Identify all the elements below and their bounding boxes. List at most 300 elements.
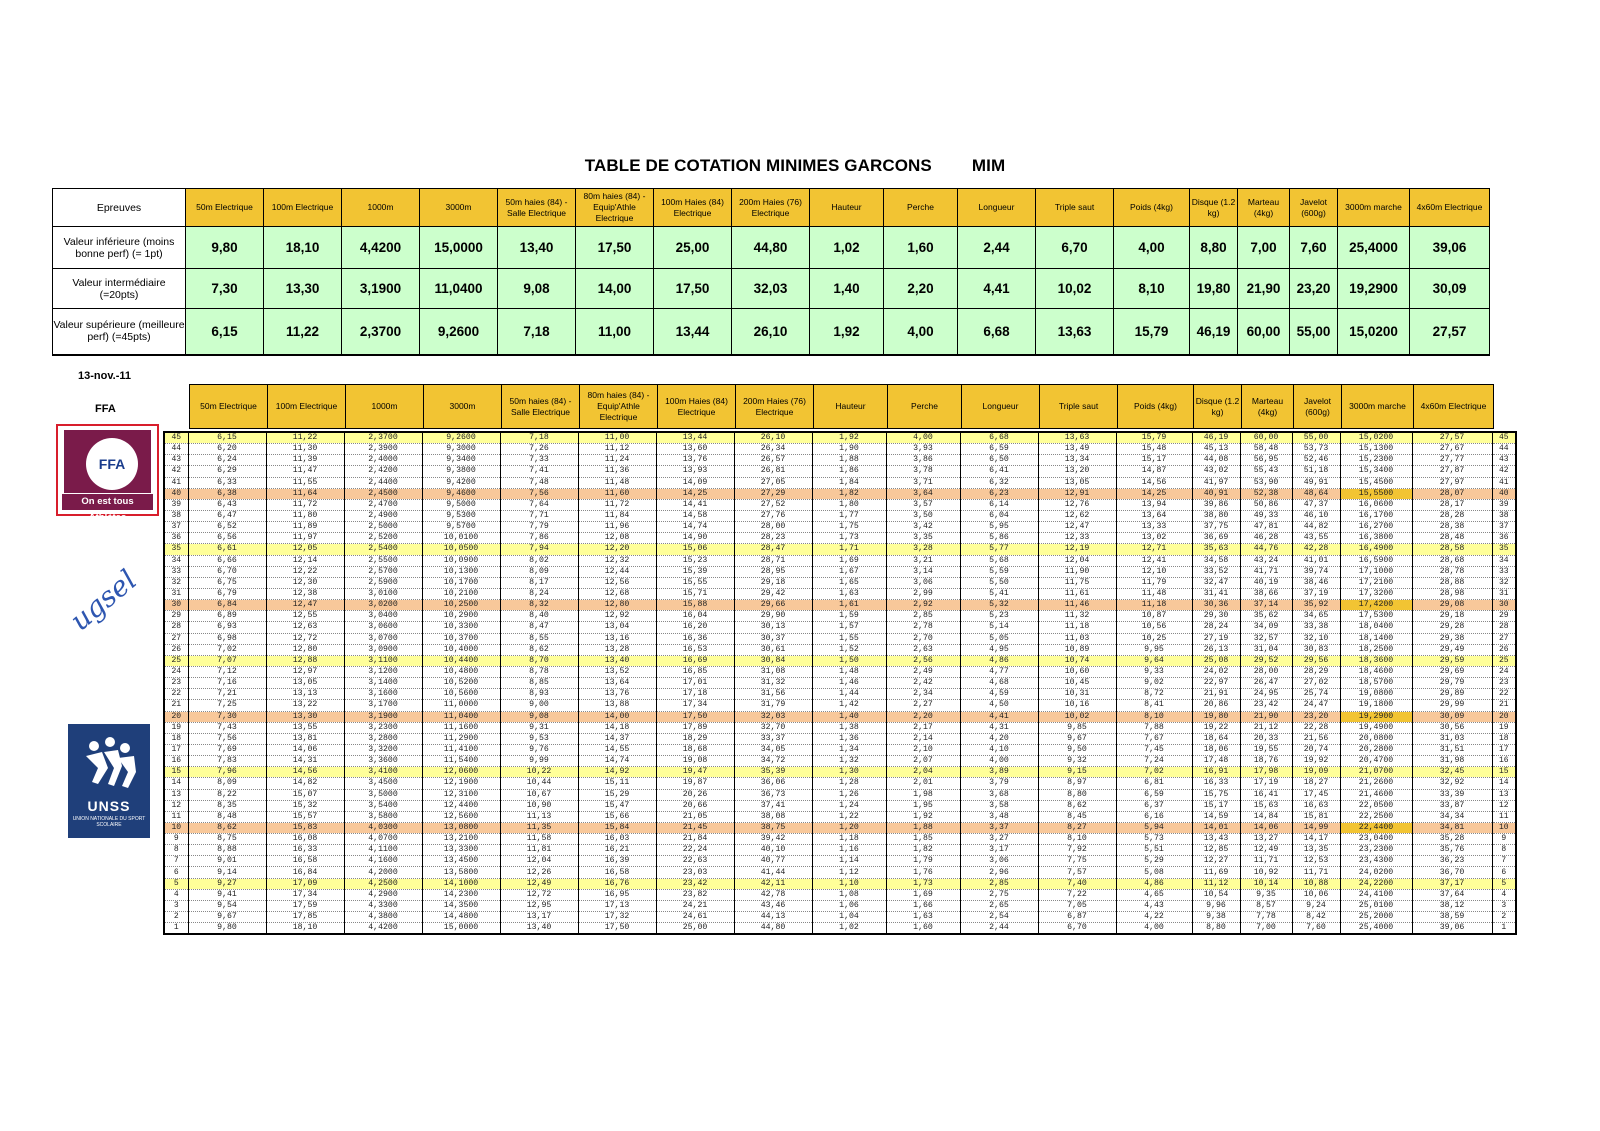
value-cell: 25,4000 [1340,923,1412,935]
value-cell: 12,49 [1240,845,1292,856]
points-cell: 35 [164,544,188,555]
value-cell: 9,38 [1192,912,1240,923]
summary-value: 1,92 [810,309,884,355]
summary-value: 15,0200 [1338,309,1410,355]
points-cell: 26 [164,644,188,655]
value-cell: 8,22 [188,789,266,800]
value-cell: 19,55 [1240,744,1292,755]
value-cell: 7,22 [1038,889,1116,900]
value-cell: 35,76 [1412,845,1492,856]
events-header [189,384,1494,429]
value-cell: 11,4100 [422,744,500,755]
value-cell: 16,1700 [1340,510,1412,521]
event-header: Disque (1.2 kg) [1194,385,1242,429]
summary-value: 6,68 [958,309,1036,355]
value-cell: 47,81 [1240,522,1292,533]
value-cell: 9,5700 [422,522,500,533]
summary-value: 7,30 [186,269,264,309]
value-cell: 50,86 [1240,499,1292,510]
value-cell: 9,64 [1116,655,1192,666]
summary-value: 4,00 [884,309,958,355]
value-cell: 28,71 [734,555,812,566]
value-cell: 11,0000 [422,700,500,711]
value-cell: 15,83 [266,822,344,833]
value-cell: 13,55 [266,722,344,733]
value-cell: 34,05 [734,744,812,755]
points-cell: 23 [164,678,188,689]
value-cell: 22,2500 [1340,811,1412,822]
value-cell: 27,52 [734,499,812,510]
value-cell: 3,86 [886,455,960,466]
value-cell: 12,85 [1192,845,1240,856]
event-header: 200m Haies (76) Electrique [736,385,814,429]
value-cell: 22,63 [656,856,734,867]
event-header: 4x60m Electrique [1410,189,1490,227]
table-row [164,845,1516,856]
value-cell: 36,70 [1412,867,1492,878]
value-cell: 52,46 [1292,455,1340,466]
points-cell: 24 [1492,666,1516,677]
value-cell: 35,39 [734,767,812,778]
points-cell: 17 [1492,744,1516,755]
value-cell: 18,3600 [1340,655,1412,666]
value-cell: 20,26 [656,789,734,800]
value-cell: 4,10 [960,744,1038,755]
table-row [164,544,1516,555]
value-cell: 13,76 [656,455,734,466]
value-cell: 32,70 [734,722,812,733]
value-cell: 6,81 [1116,778,1192,789]
points-cell: 18 [164,733,188,744]
points-cell: 1 [1492,923,1516,935]
value-cell: 12,44 [578,566,656,577]
value-cell: 32,92 [1412,778,1492,789]
value-cell: 2,3900 [344,444,422,455]
summary-value: 14,00 [576,269,654,309]
value-cell: 8,24 [500,588,578,599]
value-cell: 3,27 [960,834,1038,845]
value-cell: 39,42 [734,834,812,845]
value-cell: 46,19 [1192,432,1240,444]
value-cell: 35,28 [1412,834,1492,845]
summary-value: 17,50 [654,269,732,309]
value-cell: 1,79 [886,856,960,867]
points-cell: 7 [1492,856,1516,867]
value-cell: 12,47 [1038,522,1116,533]
value-cell: 15,81 [1292,811,1340,822]
value-cell: 16,2700 [1340,522,1412,533]
value-cell: 21,4600 [1340,789,1412,800]
summary-row-label: Valeur inférieure (moins bonne perf) (= 1pt) [53,227,186,269]
points-cell: 3 [1492,900,1516,911]
value-cell: 10,31 [1038,689,1116,700]
value-cell: 17,1000 [1340,566,1412,577]
value-cell: 14,41 [656,499,734,510]
value-cell: 30,84 [734,655,812,666]
value-cell: 11,24 [578,455,656,466]
value-cell: 53,73 [1292,444,1340,455]
value-cell: 15,5500 [1340,488,1412,499]
value-cell: 11,46 [1038,600,1116,611]
points-cell: 25 [1492,655,1516,666]
summary-value: 21,90 [1238,269,1290,309]
value-cell: 37,75 [1192,522,1240,533]
summary-value: 13,40 [498,227,576,269]
summary-value: 15,0000 [420,227,498,269]
value-cell: 2,01 [886,778,960,789]
value-cell: 12,49 [500,878,578,889]
value-cell: 1,76 [886,867,960,878]
value-cell: 12,14 [266,555,344,566]
points-cell: 4 [164,889,188,900]
value-cell: 3,37 [960,822,1038,833]
value-cell: 7,86 [500,533,578,544]
value-cell: 21,12 [1240,722,1292,733]
value-cell: 14,06 [1240,822,1292,833]
value-cell: 21,45 [656,822,734,833]
value-cell: 9,53 [500,733,578,744]
value-cell: 4,3300 [344,900,422,911]
value-cell: 9,4600 [422,488,500,499]
event-header: Hauteur [814,385,888,429]
value-cell: 19,87 [656,778,734,789]
value-cell: 11,71 [1240,856,1292,867]
value-cell: 16,21 [578,845,656,856]
value-cell: 14,74 [578,756,656,767]
points-cell: 20 [164,711,188,722]
points-cell: 36 [164,533,188,544]
value-cell: 12,26 [500,867,578,878]
points-cell: 28 [164,622,188,633]
value-cell: 12,3100 [422,789,500,800]
value-cell: 14,09 [656,477,734,488]
value-cell: 56,95 [1240,455,1292,466]
value-cell: 28,00 [734,522,812,533]
summary-value: 9,08 [498,269,576,309]
value-cell: 31,98 [1412,756,1492,767]
table-row [164,756,1516,767]
value-cell: 1,20 [812,822,886,833]
summary-value: 4,4200 [342,227,420,269]
event-header: 4x60m Electrique [1414,385,1494,429]
value-cell: 12,97 [266,666,344,677]
value-cell: 40,77 [734,856,812,867]
table-row [164,834,1516,845]
value-cell: 8,93 [500,689,578,700]
value-cell: 12,91 [1038,488,1116,499]
value-cell: 6,98 [188,633,266,644]
value-cell: 2,49 [886,666,960,677]
value-cell: 6,38 [188,488,266,499]
value-cell: 3,14 [886,566,960,577]
value-cell: 12,72 [500,889,578,900]
value-cell: 1,73 [812,533,886,544]
value-cell: 29,99 [1412,700,1492,711]
value-cell: 24,95 [1240,689,1292,700]
value-cell: 2,75 [960,889,1038,900]
value-cell: 22,28 [1292,722,1340,733]
value-cell: 7,33 [500,455,578,466]
value-cell: 1,06 [812,900,886,911]
value-cell: 1,10 [812,878,886,889]
value-cell: 16,76 [578,878,656,889]
table-row [164,600,1516,611]
value-cell: 6,59 [960,444,1038,455]
value-cell: 13,43 [1192,834,1240,845]
value-cell: 2,99 [886,588,960,599]
points-cell: 20 [1492,711,1516,722]
value-cell: 8,70 [500,655,578,666]
value-cell: 15,39 [656,566,734,577]
value-cell: 42,11 [734,878,812,889]
value-cell: 3,5000 [344,789,422,800]
points-cell: 29 [1492,611,1516,622]
value-cell: 27,67 [1412,444,1492,455]
value-cell: 11,97 [266,533,344,544]
value-cell: 10,54 [1192,889,1240,900]
event-header: 50m Electrique [186,189,264,227]
value-cell: 1,88 [886,822,960,833]
value-cell: 58,48 [1240,444,1292,455]
value-cell: 44,80 [734,923,812,935]
value-cell: 15,3400 [1340,466,1412,477]
value-cell: 4,59 [960,689,1038,700]
value-cell: 14,1000 [422,878,500,889]
value-cell: 1,30 [812,767,886,778]
summary-value: 8,80 [1190,227,1238,269]
value-cell: 34,72 [734,756,812,767]
value-cell: 6,70 [1038,923,1116,935]
value-cell: 7,30 [188,711,266,722]
value-cell: 29,89 [1412,689,1492,700]
value-cell: 30,09 [1412,711,1492,722]
value-cell: 9,3800 [422,466,500,477]
ugsel-logo: ugsel [63,563,143,638]
value-cell: 17,34 [266,889,344,900]
value-cell: 11,0400 [422,711,500,722]
value-cell: 7,05 [1038,900,1116,911]
value-cell: 6,75 [188,577,266,588]
value-cell: 32,03 [734,711,812,722]
value-cell: 1,22 [812,811,886,822]
value-cell: 7,25 [188,700,266,711]
value-cell: 21,0700 [1340,767,1412,778]
value-cell: 12,05 [266,544,344,555]
value-cell: 13,60 [656,444,734,455]
value-cell: 12,32 [578,555,656,566]
value-cell: 7,00 [1240,923,1292,935]
value-cell: 36,23 [1412,856,1492,867]
value-cell: 2,4900 [344,510,422,521]
value-cell: 1,14 [812,856,886,867]
value-cell: 29,79 [1412,678,1492,689]
page-title [0,156,1600,176]
value-cell: 11,2900 [422,733,500,744]
value-cell: 15,55 [656,577,734,588]
ffa-slogan: On est tous Athlètes [62,494,153,510]
value-cell: 13,81 [266,733,344,744]
value-cell: 1,98 [886,789,960,800]
value-cell: 12,41 [1116,555,1192,566]
value-cell: 2,5900 [344,577,422,588]
value-cell: 1,08 [812,889,886,900]
value-cell: 31,51 [1412,744,1492,755]
value-cell: 13,35 [1292,845,1340,856]
value-cell: 11,22 [266,432,344,444]
value-cell: 15,07 [266,789,344,800]
summary-value: 8,10 [1114,269,1190,309]
value-cell: 9,24 [1292,900,1340,911]
value-cell: 11,32 [1038,611,1116,622]
value-cell: 3,06 [960,856,1038,867]
value-cell: 43,55 [1292,533,1340,544]
value-cell: 17,13 [578,900,656,911]
value-cell: 39,86 [1192,499,1240,510]
value-cell: 7,43 [188,722,266,733]
points-cell: 8 [164,845,188,856]
value-cell: 19,80 [1192,711,1240,722]
value-cell: 10,89 [1038,644,1116,655]
value-cell: 38,46 [1292,577,1340,588]
value-cell: 2,85 [886,611,960,622]
value-cell: 14,55 [578,744,656,755]
value-cell: 3,2800 [344,733,422,744]
value-cell: 10,44 [500,778,578,789]
value-cell: 3,0100 [344,588,422,599]
value-cell: 6,87 [1038,912,1116,923]
value-cell: 15,48 [1116,444,1192,455]
value-cell: 2,4200 [344,466,422,477]
value-cell: 8,27 [1038,822,1116,833]
points-cell: 44 [164,444,188,455]
value-cell: 31,03 [1412,733,1492,744]
points-cell: 45 [164,432,188,444]
value-cell: 17,19 [1240,778,1292,789]
value-cell: 12,72 [266,633,344,644]
points-cell: 22 [164,689,188,700]
points-cell: 41 [164,477,188,488]
event-header: Javelot (600g) [1290,189,1338,227]
value-cell: 55,43 [1240,466,1292,477]
event-header: Longueur [958,189,1036,227]
value-cell: 2,5200 [344,533,422,544]
value-cell: 6,32 [960,477,1038,488]
event-header: 100m Electrique [268,385,346,429]
points-cell: 34 [1492,555,1516,566]
value-cell: 13,63 [1038,432,1116,444]
value-cell: 14,58 [656,510,734,521]
value-cell: 15,23 [656,555,734,566]
value-cell: 18,4600 [1340,666,1412,677]
value-cell: 5,50 [960,577,1038,588]
value-cell: 7,45 [1116,744,1192,755]
value-cell: 17,3200 [1340,588,1412,599]
value-cell: 9,80 [188,923,266,935]
value-cell: 24,2200 [1340,878,1412,889]
value-cell: 3,0900 [344,644,422,655]
value-cell: 3,1600 [344,689,422,700]
value-cell: 17,59 [266,900,344,911]
value-cell: 1,38 [812,722,886,733]
points-cell: 25 [164,655,188,666]
event-header: 80m haies (84) - Equip'Athle Electrique [580,385,658,429]
value-cell: 13,3300 [422,845,500,856]
value-cell: 15,71 [656,588,734,599]
value-cell: 3,5400 [344,800,422,811]
value-cell: 6,15 [188,432,266,444]
value-cell: 18,0400 [1340,622,1412,633]
value-cell: 11,84 [578,510,656,521]
value-cell: 21,2600 [1340,778,1412,789]
event-header: 200m Haies (76) Electrique [732,189,810,227]
value-cell: 28,88 [1412,577,1492,588]
summary-value: 13,44 [654,309,732,355]
value-cell: 19,08 [656,756,734,767]
value-cell: 30,56 [1412,722,1492,733]
points-cell: 43 [1492,455,1516,466]
value-cell: 13,16 [578,633,656,644]
points-cell: 6 [164,867,188,878]
value-cell: 7,88 [1116,722,1192,733]
value-cell: 14,92 [578,767,656,778]
points-cell: 29 [164,611,188,622]
value-cell: 1,50 [812,655,886,666]
value-cell: 28,47 [734,544,812,555]
value-cell: 6,24 [188,455,266,466]
value-cell: 6,29 [188,466,266,477]
value-cell: 1,63 [812,588,886,599]
value-cell: 23,4300 [1340,856,1412,867]
value-cell: 15,17 [1116,455,1192,466]
points-cell: 11 [164,811,188,822]
table-row [164,566,1516,577]
value-cell: 1,34 [812,744,886,755]
summary-value: 13,30 [264,269,342,309]
value-cell: 12,20 [578,544,656,555]
value-cell: 2,20 [886,711,960,722]
value-cell: 19,09 [1292,767,1340,778]
value-cell: 17,89 [656,722,734,733]
points-cell: 11 [1492,811,1516,822]
value-cell: 16,91 [1192,767,1240,778]
value-cell: 30,13 [734,622,812,633]
value-cell: 3,64 [886,488,960,499]
value-cell: 2,04 [886,767,960,778]
table-row [164,611,1516,622]
value-cell: 9,35 [1240,889,1292,900]
value-cell: 1,61 [812,600,886,611]
value-cell: 4,31 [960,722,1038,733]
value-cell: 1,69 [886,889,960,900]
summary-value: 4,00 [1114,227,1190,269]
value-cell: 10,4400 [422,655,500,666]
value-cell: 13,17 [500,912,578,923]
value-cell: 15,4500 [1340,477,1412,488]
value-cell: 9,3000 [422,444,500,455]
points-cell: 5 [164,878,188,889]
points-cell: 32 [164,577,188,588]
table-row [164,522,1516,533]
value-cell: 11,96 [578,522,656,533]
value-cell: 14,87 [1116,466,1192,477]
value-cell: 1,36 [812,733,886,744]
value-cell: 6,70 [188,566,266,577]
value-cell: 29,18 [1412,611,1492,622]
value-cell: 7,56 [500,488,578,499]
title-main: TABLE DE COTATION MINIMES GARCONS [584,156,932,175]
value-cell: 16,63 [1292,800,1340,811]
value-cell: 10,0900 [422,555,500,566]
